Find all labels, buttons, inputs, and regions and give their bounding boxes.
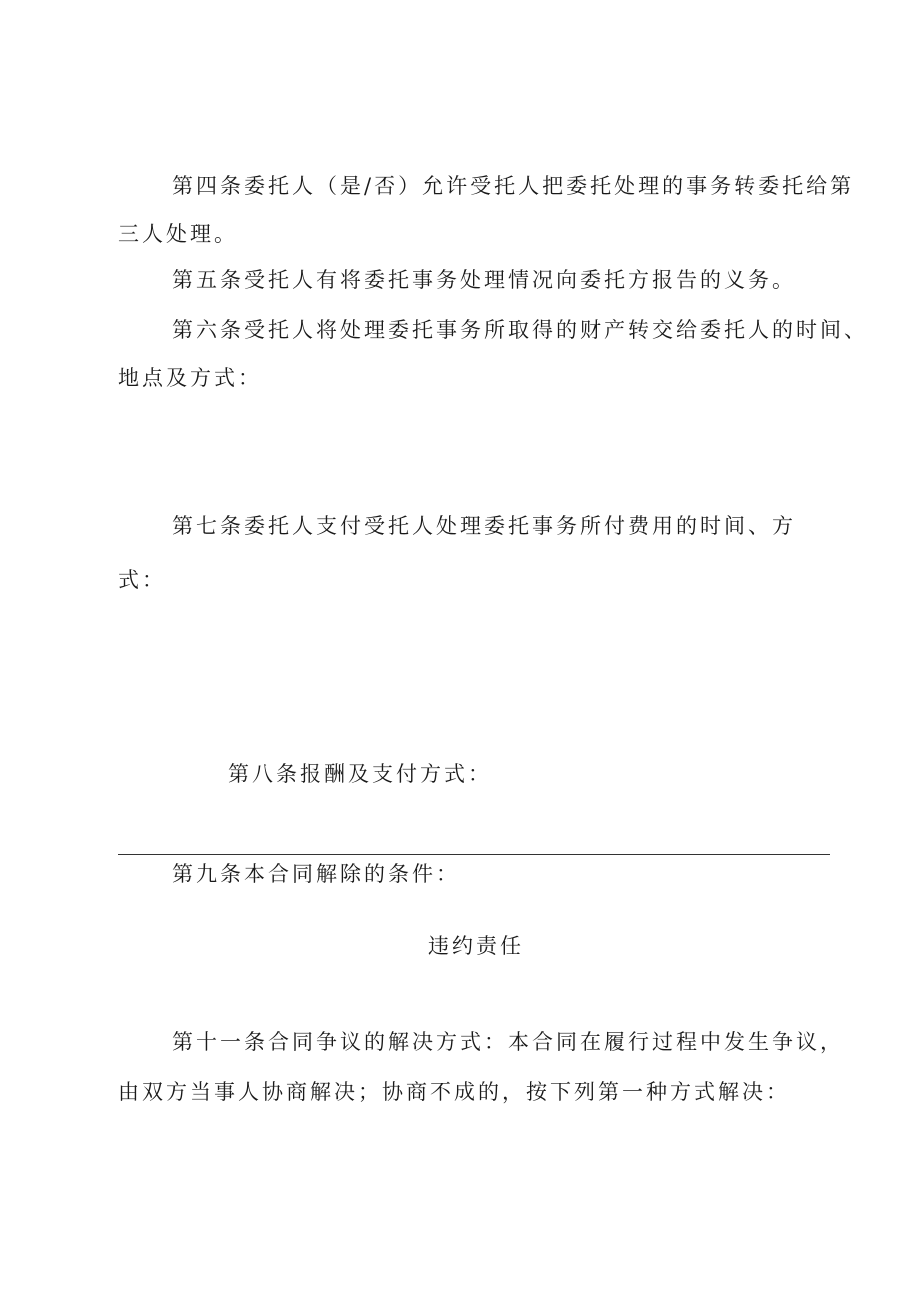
article-6-line-1: 第六条受托人将处理委托事务所取得的财产转交给委托人的时间、 [172, 318, 868, 342]
article-7-line-2: 式： [118, 568, 166, 592]
article-4-line-1: 第四条委托人（是/否）允许受托人把委托处理的事务转委托给第 [172, 174, 855, 198]
article-8: 第八条报酬及支付方式： [228, 762, 492, 786]
article-9: 第九条本合同解除的条件： [172, 862, 460, 886]
section-heading-breach-liability: 违约责任 [428, 934, 524, 958]
fill-in-line [118, 854, 830, 855]
article-11-line-1: 第十一条合同争议的解决方式：本合同在履行过程中发生争议， [172, 1030, 844, 1054]
article-5: 第五条受托人有将委托事务处理情况向委托方报告的义务。 [172, 268, 796, 292]
article-7-line-1: 第七条委托人支付受托人处理委托事务所付费用的时间、方 [172, 514, 796, 538]
article-6-line-2: 地点及方式： [118, 366, 262, 390]
article-11-line-2: 由双方当事人协商解决；协商不成的，按下列第一种方式解决： [118, 1080, 790, 1104]
article-4-line-2: 三人处理。 [118, 222, 238, 246]
